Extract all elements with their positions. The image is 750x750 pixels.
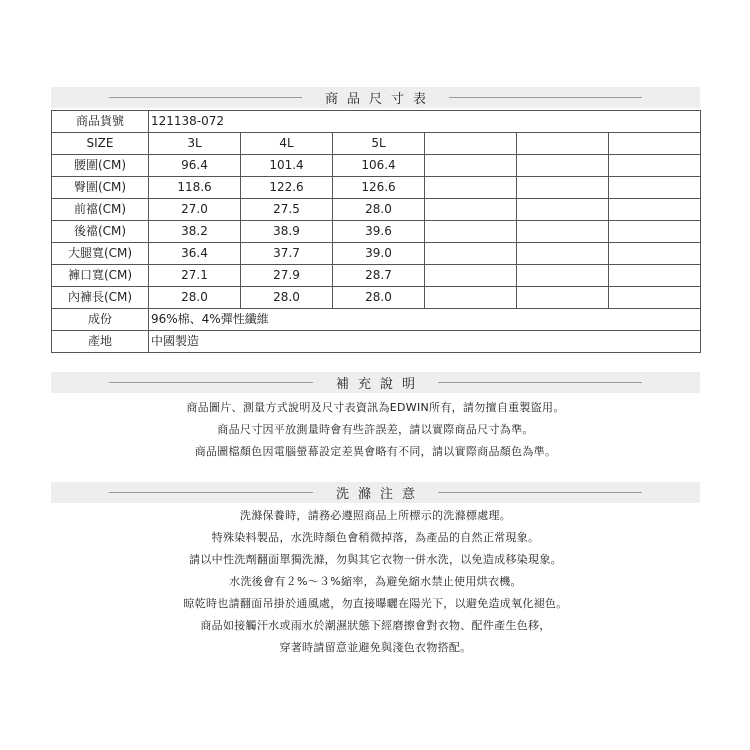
measurement-value: 126.6 <box>333 177 425 199</box>
measurement-value <box>609 287 701 309</box>
supplement-line: 商品圖檔顏色因電腦螢幕設定差異會略有不同，請以實際商品顏色為準。 <box>194 445 557 458</box>
size-header-cell: 3L <box>149 133 241 155</box>
measurement-label: 前襠(CM) <box>52 199 149 221</box>
supplement-title: 補充說明 <box>336 377 425 392</box>
measurement-value: 36.4 <box>149 243 241 265</box>
washing-title: 洗滌注意 <box>336 487 425 502</box>
measurement-value <box>517 243 609 265</box>
size-header-row <box>52 133 701 155</box>
supplement-header <box>51 372 700 393</box>
origin-value: 中國製造 <box>149 331 701 353</box>
measurement-value <box>425 287 517 309</box>
product-no-row <box>52 111 701 133</box>
divider-line <box>449 97 642 98</box>
size-table <box>51 110 701 353</box>
washing-header <box>51 482 700 503</box>
measurement-label: 後襠(CM) <box>52 221 149 243</box>
measurement-row <box>52 221 701 243</box>
supplement-line: 商品尺寸因平放測量時會有些許誤差，請以實際商品尺寸為準。 <box>217 423 534 436</box>
measurement-value: 101.4 <box>241 155 333 177</box>
divider-line <box>109 382 313 383</box>
measurement-value: 96.4 <box>149 155 241 177</box>
measurement-value: 118.6 <box>149 177 241 199</box>
measurement-value: 28.0 <box>241 287 333 309</box>
size-chart-title: 商品尺寸表 <box>325 92 436 107</box>
measurement-row <box>52 177 701 199</box>
size-header-cell: 5L <box>333 133 425 155</box>
measurement-value: 28.7 <box>333 265 425 287</box>
measurement-value <box>609 221 701 243</box>
measurement-value <box>425 177 517 199</box>
washing-line: 特殊染料製品，水洗時顏色會稍微掉落，為產品的自然正常現象。 <box>211 531 540 544</box>
measurement-label: 臀圍(CM) <box>52 177 149 199</box>
measurement-value: 39.6 <box>333 221 425 243</box>
measurement-label: 褲口寬(CM) <box>52 265 149 287</box>
measurement-value: 106.4 <box>333 155 425 177</box>
divider-line <box>109 97 302 98</box>
measurement-value <box>425 155 517 177</box>
measurement-label: 大腿寬(CM) <box>52 243 149 265</box>
size-label: SIZE <box>52 133 149 155</box>
washing-notes <box>51 505 700 659</box>
material-label: 成份 <box>52 309 149 331</box>
measurement-value <box>609 155 701 177</box>
measurement-value <box>517 199 609 221</box>
washing-line: 請以中性洗劑翻面單獨洗滌，勿與其它衣物一併水洗，以免造成移染現象。 <box>189 553 562 566</box>
size-chart-header <box>51 87 700 108</box>
measurement-value: 37.7 <box>241 243 333 265</box>
measurement-value: 27.0 <box>149 199 241 221</box>
measurement-label: 內褲長(CM) <box>52 287 149 309</box>
measurement-row <box>52 243 701 265</box>
material-value: 96%棉、4%彈性纖維 <box>149 309 701 331</box>
measurement-value: 28.0 <box>333 199 425 221</box>
origin-label: 產地 <box>52 331 149 353</box>
measurement-value <box>517 287 609 309</box>
measurement-value <box>517 221 609 243</box>
measurement-value: 27.9 <box>241 265 333 287</box>
measurement-value <box>517 155 609 177</box>
measurement-value <box>517 265 609 287</box>
measurement-row <box>52 155 701 177</box>
measurement-value <box>425 265 517 287</box>
size-header-cell <box>425 133 517 155</box>
washing-line: 水洗後會有２%～３%縮率，為避免縮水禁止使用烘衣機。 <box>229 575 522 588</box>
measurement-value: 27.1 <box>149 265 241 287</box>
measurement-row <box>52 287 701 309</box>
supplement-notes <box>51 397 700 463</box>
measurement-value: 38.2 <box>149 221 241 243</box>
measurement-row <box>52 265 701 287</box>
divider-line <box>438 492 642 493</box>
measurement-value <box>609 265 701 287</box>
material-row <box>52 309 701 331</box>
measurement-value <box>517 177 609 199</box>
measurement-row <box>52 199 701 221</box>
divider-line <box>109 492 313 493</box>
measurement-label: 腰圍(CM) <box>52 155 149 177</box>
origin-row <box>52 331 701 353</box>
washing-line: 穿著時請留意並避免與淺色衣物搭配。 <box>279 641 472 654</box>
washing-line: 洗滌保養時，請務必遵照商品上所標示的洗滌標處理。 <box>239 509 512 522</box>
washing-line: 晾乾時也請翻面吊掛於通風處，勿直接曝曬在陽光下，以避免造成氧化褪色。 <box>183 597 568 610</box>
product-no-label: 商品貨號 <box>52 111 149 133</box>
size-header-cell: 4L <box>241 133 333 155</box>
measurement-value <box>609 243 701 265</box>
measurement-value: 28.0 <box>149 287 241 309</box>
measurement-value: 28.0 <box>333 287 425 309</box>
divider-line <box>438 382 642 383</box>
size-header-cell <box>517 133 609 155</box>
measurement-value <box>609 177 701 199</box>
product-no-value: 121138-072 <box>149 111 701 133</box>
washing-line: 商品如接觸汗水或雨水於潮濕狀態下經磨擦會對衣物、配件產生色移， <box>200 619 551 632</box>
size-header-cell <box>609 133 701 155</box>
measurement-value <box>609 199 701 221</box>
measurement-value: 122.6 <box>241 177 333 199</box>
measurement-value <box>425 221 517 243</box>
supplement-line: 商品圖片、測量方式說明及尺寸表資訊為EDWIN所有，請勿擅自重製盜用。 <box>186 401 565 414</box>
measurement-value <box>425 243 517 265</box>
measurement-value <box>425 199 517 221</box>
measurement-value: 39.0 <box>333 243 425 265</box>
measurement-value: 27.5 <box>241 199 333 221</box>
measurement-value: 38.9 <box>241 221 333 243</box>
